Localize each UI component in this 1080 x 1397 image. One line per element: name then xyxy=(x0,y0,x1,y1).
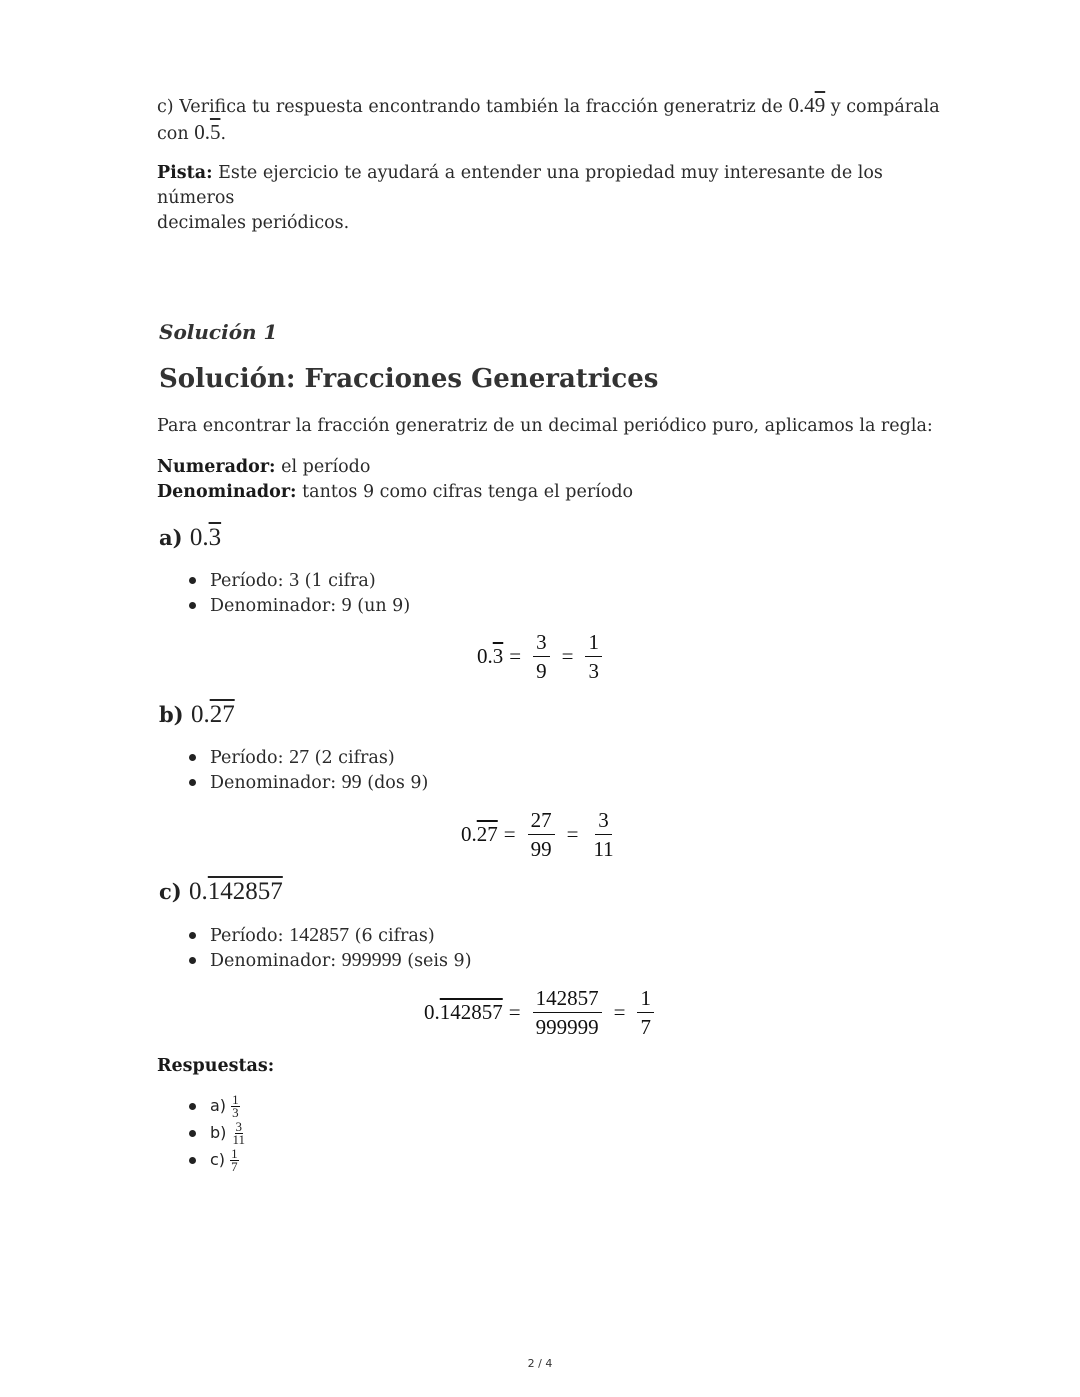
list-item xyxy=(189,593,410,618)
part-c-letter: c) xyxy=(159,879,182,904)
answer-denominator: 11 xyxy=(232,1132,246,1147)
answer-label: c) xyxy=(210,1150,226,1169)
bullet-icon xyxy=(189,1103,196,1110)
part-c-list xyxy=(189,923,472,973)
part-a-int: 0. xyxy=(189,524,209,551)
solution-title: Solución: Fracciones Generatrices xyxy=(159,364,659,394)
part-b-equation xyxy=(461,808,623,861)
part-b-int: 0. xyxy=(190,701,210,728)
period-note: (1 cifra) xyxy=(304,571,376,591)
part-a-decimal xyxy=(190,524,221,551)
fraction xyxy=(533,630,550,683)
denominator-text: tantos 9 como cifras tenga el período xyxy=(302,482,634,502)
answer-denominator: 3 xyxy=(232,1105,239,1120)
decimal-05 xyxy=(194,120,220,144)
equals-sign: = xyxy=(566,822,579,846)
denom-value: 99 xyxy=(341,771,362,793)
hint-text-line2: decimales periódicos. xyxy=(157,213,350,233)
part-b-list xyxy=(189,745,428,795)
fraction-denominator: 9 xyxy=(536,659,547,683)
part-b-letter: b) xyxy=(159,702,184,727)
denom-note: (seis 9) xyxy=(407,951,472,971)
list-item xyxy=(189,745,428,770)
part-c-statement xyxy=(157,93,957,147)
eq-lhs-int: 0. xyxy=(424,1000,440,1024)
answer-item xyxy=(189,1121,246,1148)
denom-label: Denominador: xyxy=(210,596,337,616)
eq-lhs xyxy=(424,1000,503,1025)
part-c-line2-prefix: con xyxy=(157,124,189,144)
part-a-rep: 3 xyxy=(208,524,222,551)
answer-item xyxy=(189,1094,246,1121)
part-b-heading xyxy=(159,701,235,729)
fraction-denominator: 7 xyxy=(640,1015,651,1039)
equals-sign: = xyxy=(561,644,574,668)
equals-sign: = xyxy=(508,1000,521,1024)
denom-value: 9 xyxy=(341,594,352,616)
period-value: 142857 xyxy=(289,924,350,946)
bullet-icon xyxy=(189,1130,196,1137)
fraction-denominator: 99 xyxy=(530,837,552,861)
period-note: (6 cifras) xyxy=(354,926,435,946)
answer-item xyxy=(189,1148,246,1175)
hint-label: Pista: xyxy=(157,163,213,183)
part-a-list xyxy=(189,568,410,618)
numerator-label: Numerador: xyxy=(157,457,276,477)
equals-sign: = xyxy=(509,644,522,668)
eq-lhs-rep: 3 xyxy=(492,644,504,668)
fraction-denominator: 3 xyxy=(588,659,599,683)
period-value: 3 xyxy=(289,569,300,591)
denom-note: (un 9) xyxy=(357,596,411,616)
answer-numerator: 1 xyxy=(231,1146,238,1161)
part-b-rep: 27 xyxy=(209,701,235,728)
answer-numerator: 1 xyxy=(232,1092,239,1107)
answer-fraction xyxy=(230,1148,239,1173)
list-item xyxy=(189,770,428,795)
answers-list xyxy=(189,1094,246,1175)
fraction xyxy=(637,986,654,1039)
numerator-text: el período xyxy=(281,457,371,477)
part-c-decimal xyxy=(189,878,283,905)
list-item xyxy=(189,948,472,973)
decimal-049-int: 0.4 xyxy=(788,93,815,117)
part-c-rep: 142857 xyxy=(207,878,283,905)
bullet-icon xyxy=(189,1157,196,1164)
fraction xyxy=(528,808,555,861)
eq-lhs xyxy=(461,822,498,847)
denom-note: (dos 9) xyxy=(367,773,429,793)
fraction xyxy=(590,808,616,861)
eq-lhs-rep: 27 xyxy=(476,822,498,846)
equals-sign: = xyxy=(503,822,516,846)
part-a-heading xyxy=(159,524,221,552)
decimal-05-int: 0. xyxy=(194,120,210,144)
fraction-numerator: 27 xyxy=(528,808,555,835)
eq-lhs-rep: 142857 xyxy=(439,1000,503,1024)
part-b-decimal xyxy=(191,701,235,728)
fraction xyxy=(533,986,602,1039)
period-note: (2 cifras) xyxy=(314,748,395,768)
part-a-letter: a) xyxy=(159,525,183,550)
list-item xyxy=(189,568,410,593)
part-c-prefix: c) Verifica tu respuesta encontrando también la fracción generatriz de xyxy=(157,97,783,117)
fraction-denominator: 11 xyxy=(593,837,614,861)
denom-value: 999999 xyxy=(341,949,402,971)
period-label: Período: xyxy=(210,571,284,591)
list-item xyxy=(189,923,472,948)
fraction xyxy=(585,630,602,683)
period-value: 27 xyxy=(289,746,310,768)
fraction-numerator: 1 xyxy=(637,986,654,1013)
answer-fraction xyxy=(231,1094,240,1119)
decimal-049 xyxy=(788,93,825,117)
fraction-numerator: 142857 xyxy=(533,986,602,1013)
part-c-end: . xyxy=(220,124,227,144)
answer-numerator: 3 xyxy=(235,1119,243,1134)
part-a-equation xyxy=(477,630,608,683)
answers-heading: Respuestas: xyxy=(157,1056,275,1076)
eq-lhs-int: 0. xyxy=(461,822,477,846)
part-c-int: 0. xyxy=(189,878,208,905)
period-label: Período: xyxy=(210,926,284,946)
answer-label: a) xyxy=(210,1096,227,1115)
fraction-numerator: 3 xyxy=(595,808,612,835)
decimal-05-rep: 5 xyxy=(209,120,221,144)
eq-lhs-int: 0. xyxy=(477,644,493,668)
fraction-numerator: 3 xyxy=(533,630,550,657)
answer-fraction xyxy=(232,1121,247,1146)
period-label: Período: xyxy=(210,748,284,768)
rule-text: Para encontrar la fracción generatriz de un decimal periódico puro, aplicamos la regla: xyxy=(157,416,933,436)
decimal-049-rep: 9 xyxy=(814,93,826,117)
answer-label: b) xyxy=(210,1123,227,1142)
answer-denominator: 7 xyxy=(231,1159,238,1174)
part-c-heading xyxy=(159,878,283,906)
part-c-equation xyxy=(424,986,660,1039)
denom-label: Denominador: xyxy=(210,951,337,971)
fraction-numerator: 1 xyxy=(585,630,602,657)
hint-paragraph xyxy=(157,161,957,236)
denom-label: Denominador: xyxy=(210,773,337,793)
denominator-label: Denominador: xyxy=(157,482,297,502)
equals-sign: = xyxy=(613,1000,626,1024)
rule-definitions xyxy=(157,455,633,505)
part-c-mid: y compárala xyxy=(830,97,940,117)
eq-lhs xyxy=(477,644,503,669)
hint-text-line1: Este ejercicio te ayudará a entender una propiedad muy interesante de los números xyxy=(157,163,883,208)
fraction-denominator: 999999 xyxy=(535,1015,599,1039)
solution-label: Solución 1 xyxy=(159,320,278,344)
page-number: 2 / 4 xyxy=(527,1357,553,1370)
